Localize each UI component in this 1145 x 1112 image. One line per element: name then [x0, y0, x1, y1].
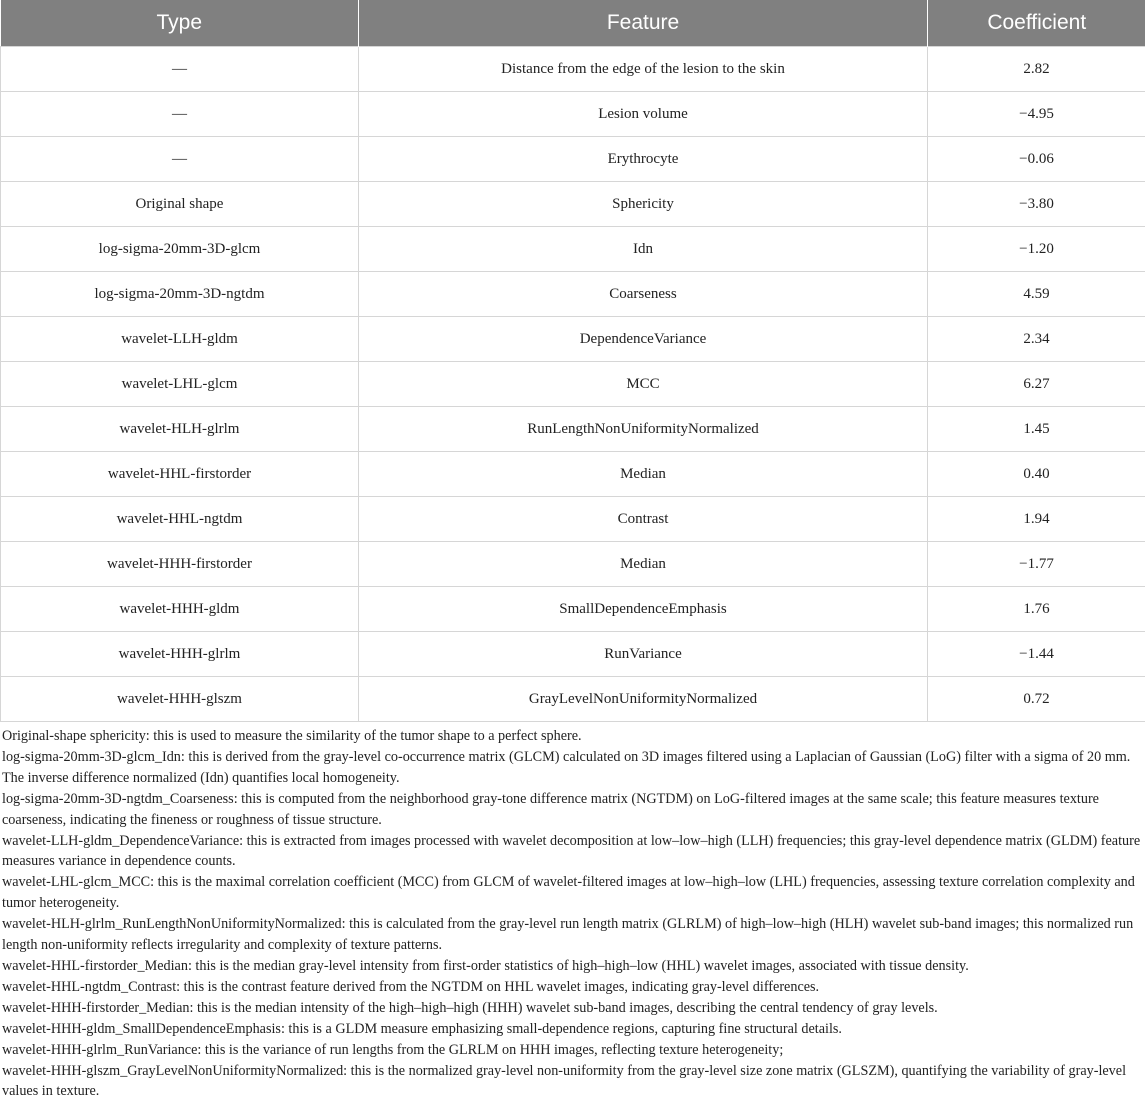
cell-feature: Median [359, 452, 928, 497]
table-row [1, 677, 1145, 722]
cell-coefficient: 1.45 [928, 407, 1145, 452]
table-row [1, 47, 1145, 92]
table-row [1, 317, 1145, 362]
footnote: wavelet-LHL-glcm_MCC: this is the maximal correlation coefficient (MCC) from GLCM of wavelet-filtered images at low–high–low (LHL) frequencies, assessing texture correlation complexity and tumor heterogeneity. [2, 874, 1135, 912]
cell-coefficient: 6.27 [928, 362, 1145, 407]
cell-coefficient: 2.82 [928, 47, 1145, 92]
footnote: wavelet-LLH-gldm_DependenceVariance: this is extracted from images processed with wavelet decomposition at low–low–high (LLH) frequencies; this gray-level dependence matrix (GLDM) feature measures variance in dependence counts. [2, 832, 1141, 870]
cell-type: Original shape [1, 182, 359, 227]
table-row [1, 542, 1145, 587]
footnote: wavelet-HHH-glrlm_RunVariance: this is the variance of run lengths from the GLRLM on HHH images, reflecting texture heterogeneity; [2, 1041, 784, 1058]
table-row [1, 452, 1145, 497]
cell-coefficient: −1.20 [928, 227, 1145, 272]
header-type: Type [1, 0, 359, 47]
table-row [1, 407, 1145, 452]
cell-coefficient: 0.40 [928, 452, 1145, 497]
cell-feature: Distance from the edge of the lesion to the skin [359, 47, 928, 92]
cell-type: wavelet-LLH-gldm [1, 317, 359, 362]
cell-coefficient: 1.76 [928, 587, 1145, 632]
cell-feature: RunVariance [359, 632, 928, 677]
cell-type: — [1, 137, 359, 182]
cell-type: log-sigma-20mm-3D-glcm [1, 227, 359, 272]
footnote: wavelet-HHH-gldm_SmallDependenceEmphasis: this is a GLDM measure emphasizing small-dependence regions, capturing fine structural details. [2, 1020, 842, 1037]
cell-type: wavelet-HHL-firstorder [1, 452, 359, 497]
header-row [1, 0, 1145, 47]
cell-type: wavelet-HHH-firstorder [1, 542, 359, 587]
cell-type: wavelet-HHH-glrlm [1, 632, 359, 677]
cell-feature: Idn [359, 227, 928, 272]
cell-type: — [1, 92, 359, 137]
footnote: wavelet-HHL-ngtdm_Contrast: this is the contrast feature derived from the NGTDM on HHL wavelet images, indicating gray-level differences. [2, 978, 820, 995]
cell-type: wavelet-HHH-gldm [1, 587, 359, 632]
cell-type: wavelet-HHL-ngtdm [1, 497, 359, 542]
cell-feature: Coarseness [359, 272, 928, 317]
cell-coefficient: −0.06 [928, 137, 1145, 182]
table-row [1, 92, 1145, 137]
table-row [1, 182, 1145, 227]
footnote: log-sigma-20mm-3D-ngtdm_Coarseness: this is computed from the neighborhood gray-tone difference matrix (NGTDM) on LoG-filtered images at the same scale; this feature measures texture coarseness, indicating the fineness or roughness of tissue structure. [2, 790, 1099, 828]
cell-feature: Erythrocyte [359, 137, 928, 182]
footnote: wavelet-HHL-firstorder_Median: this is the median gray-level intensity from first-order statistics of high–high–low (HHL) wavelet images, associated with tissue density. [2, 957, 969, 974]
cell-feature: Median [359, 542, 928, 587]
footnote: wavelet-HHH-firstorder_Median: this is the median intensity of the high–high–high (HHH) wavelet sub-band images, describing the central tendency of gray levels. [2, 999, 938, 1016]
table-body [1, 47, 1145, 722]
cell-type: wavelet-LHL-glcm [1, 362, 359, 407]
cell-feature: SmallDependenceEmphasis [359, 587, 928, 632]
footnote: wavelet-HHH-glszm_GrayLevelNonUniformityNormalized: this is the normalized gray-level non-uniformity from the gray-level size zone matrix (GLSZM), quantifying the variability of gray-level values in texture. [2, 1062, 1127, 1100]
cell-type: log-sigma-20mm-3D-ngtdm [1, 272, 359, 317]
table-header [1, 0, 1145, 47]
cell-type: wavelet-HHH-glszm [1, 677, 359, 722]
footnote: wavelet-HLH-glrlm_RunLengthNonUniformityNormalized: this is calculated from the gray-level run length matrix (GLRLM) of high–low–high (HLH) wavelet sub-band images; this normalized run length non-uniformity reflects irregularity and complexity of texture patterns. [2, 916, 1134, 954]
header-feature: Feature [359, 0, 928, 47]
table-row [1, 272, 1145, 317]
cell-type: wavelet-HLH-glrlm [1, 407, 359, 452]
cell-coefficient: −4.95 [928, 92, 1145, 137]
cell-feature: Sphericity [359, 182, 928, 227]
cell-type: — [1, 47, 359, 92]
table-row [1, 632, 1145, 677]
table-row [1, 227, 1145, 272]
table-row [1, 362, 1145, 407]
cell-feature: GrayLevelNonUniformityNormalized [359, 677, 928, 722]
table-row [1, 137, 1145, 182]
cell-feature: Lesion volume [359, 92, 928, 137]
cell-coefficient: 2.34 [928, 317, 1145, 362]
cell-coefficient: 0.72 [928, 677, 1145, 722]
cell-coefficient: 4.59 [928, 272, 1145, 317]
table-footnotes [0, 722, 1145, 1102]
table-row [1, 497, 1145, 542]
footnote: Original-shape sphericity: this is used to measure the similarity of the tumor shape to a perfect sphere. [2, 728, 582, 744]
cell-coefficient: −3.80 [928, 182, 1145, 227]
cell-feature: RunLengthNonUniformityNormalized [359, 407, 928, 452]
cell-coefficient: −1.77 [928, 542, 1145, 587]
cell-feature: MCC [359, 362, 928, 407]
cell-feature: Contrast [359, 497, 928, 542]
table-row [1, 587, 1145, 632]
cell-coefficient: −1.44 [928, 632, 1145, 677]
header-coefficient: Coefficient [928, 0, 1145, 47]
footnote: log-sigma-20mm-3D-glcm_Idn: this is derived from the gray-level co-occurrence matrix (GLCM) calculated on 3D images filtered using a Laplacian of Gaussian (LoG) filter with a sigma of 20 mm. The inverse difference normalized (Idn) quantifies local homogeneity. [2, 748, 1131, 786]
cell-coefficient: 1.94 [928, 497, 1145, 542]
cell-feature: DependenceVariance [359, 317, 928, 362]
